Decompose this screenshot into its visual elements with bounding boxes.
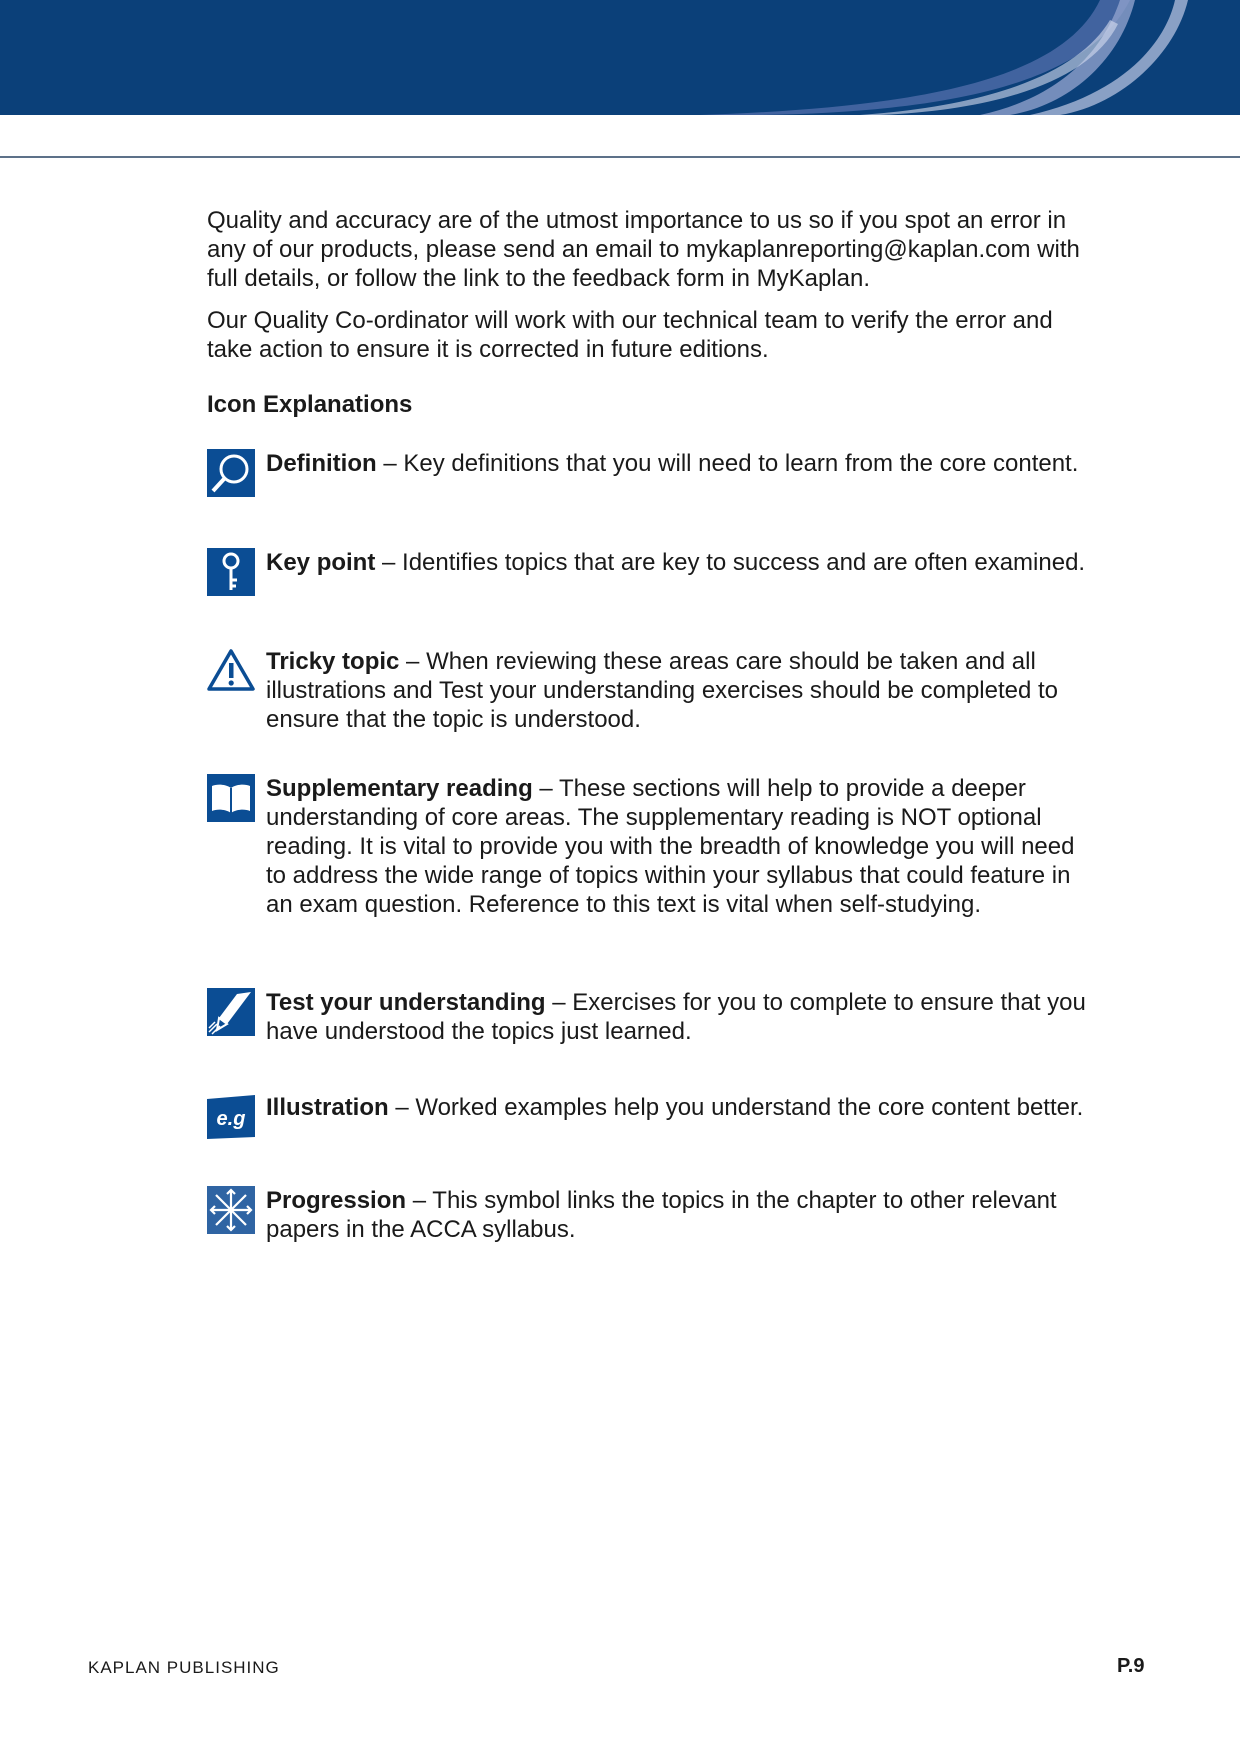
icon-description: – Key definitions that you will need to learn from the core content.	[376, 450, 1079, 477]
icon-row-illustration	[207, 1093, 1097, 1141]
icon-description: – This symbol links the topics in the chapter to other relevant papers in the ACCA syllabus.	[266, 1187, 1057, 1243]
icon-title: Supplementary reading	[266, 775, 533, 802]
icon-description: – Identifies topics that are key to success and are often examined.	[375, 549, 1086, 576]
icon-description: – Worked examples help you understand the core content better.	[388, 1094, 1084, 1121]
icon-title: Definition	[266, 450, 377, 477]
header-rule	[0, 156, 1240, 158]
warning-triangle-icon	[207, 647, 255, 695]
progression-arrows-icon	[207, 1186, 255, 1234]
icon-description: – Exercises for you to complete to ensure that you have understood the topics just learned.	[266, 989, 1086, 1045]
icon-row-supplementary-reading	[207, 774, 1097, 919]
icon-title: Key point	[266, 549, 376, 576]
icon-title: Progression	[266, 1187, 407, 1214]
footer-publisher: KAPLAN PUBLISHING	[88, 1658, 280, 1677]
magnifier-icon	[207, 449, 255, 497]
intro-section	[207, 206, 1097, 419]
header-banner	[0, 0, 1240, 115]
open-book-icon	[207, 774, 255, 822]
icon-row-progression	[207, 1186, 1097, 1244]
eg-icon	[207, 1093, 255, 1141]
icon-row-key-point	[207, 548, 1097, 596]
pencil-icon	[207, 988, 255, 1036]
section-heading: Icon Explanations	[207, 391, 413, 418]
icon-description: – These sections will help to provide a deeper understanding of core areas. The supplementary reading is NOT optional reading. It is vital to provide you with the breadth of knowledge you will need to address the wide range of topics within your syllabus that could feature in an exam question. Reference to this text is vital when self-studying.	[266, 775, 1075, 918]
intro-paragraph-2: Our Quality Co-ordinator will work with our technical team to verify the error and take action to ensure it is corrected in future editions.	[207, 307, 1053, 363]
page-number: P.9	[1117, 1655, 1145, 1677]
icon-row-test-your-understanding	[207, 988, 1097, 1046]
key-icon	[207, 548, 255, 596]
eg-icon-label: e.g	[216, 1108, 246, 1130]
icon-row-tricky-topic	[207, 647, 1097, 734]
icon-row-definition	[207, 449, 1097, 497]
banner-swoosh-graphic	[0, 0, 1240, 115]
icon-description: – When reviewing these areas care should be taken and all illustrations and Test your understanding exercises should be completed to ensure that the topic is understood.	[266, 648, 1059, 733]
intro-paragraph-1: Quality and accuracy are of the utmost importance to us so if you spot an error in any of our products, please send an email to mykaplanreporting@kaplan.com with full details, or follow the link to the feedback form in MyKaplan.	[207, 207, 1080, 292]
icon-title: Illustration	[266, 1094, 389, 1121]
icon-title: Tricky topic	[266, 648, 400, 675]
icon-title: Test your understanding	[266, 989, 546, 1016]
